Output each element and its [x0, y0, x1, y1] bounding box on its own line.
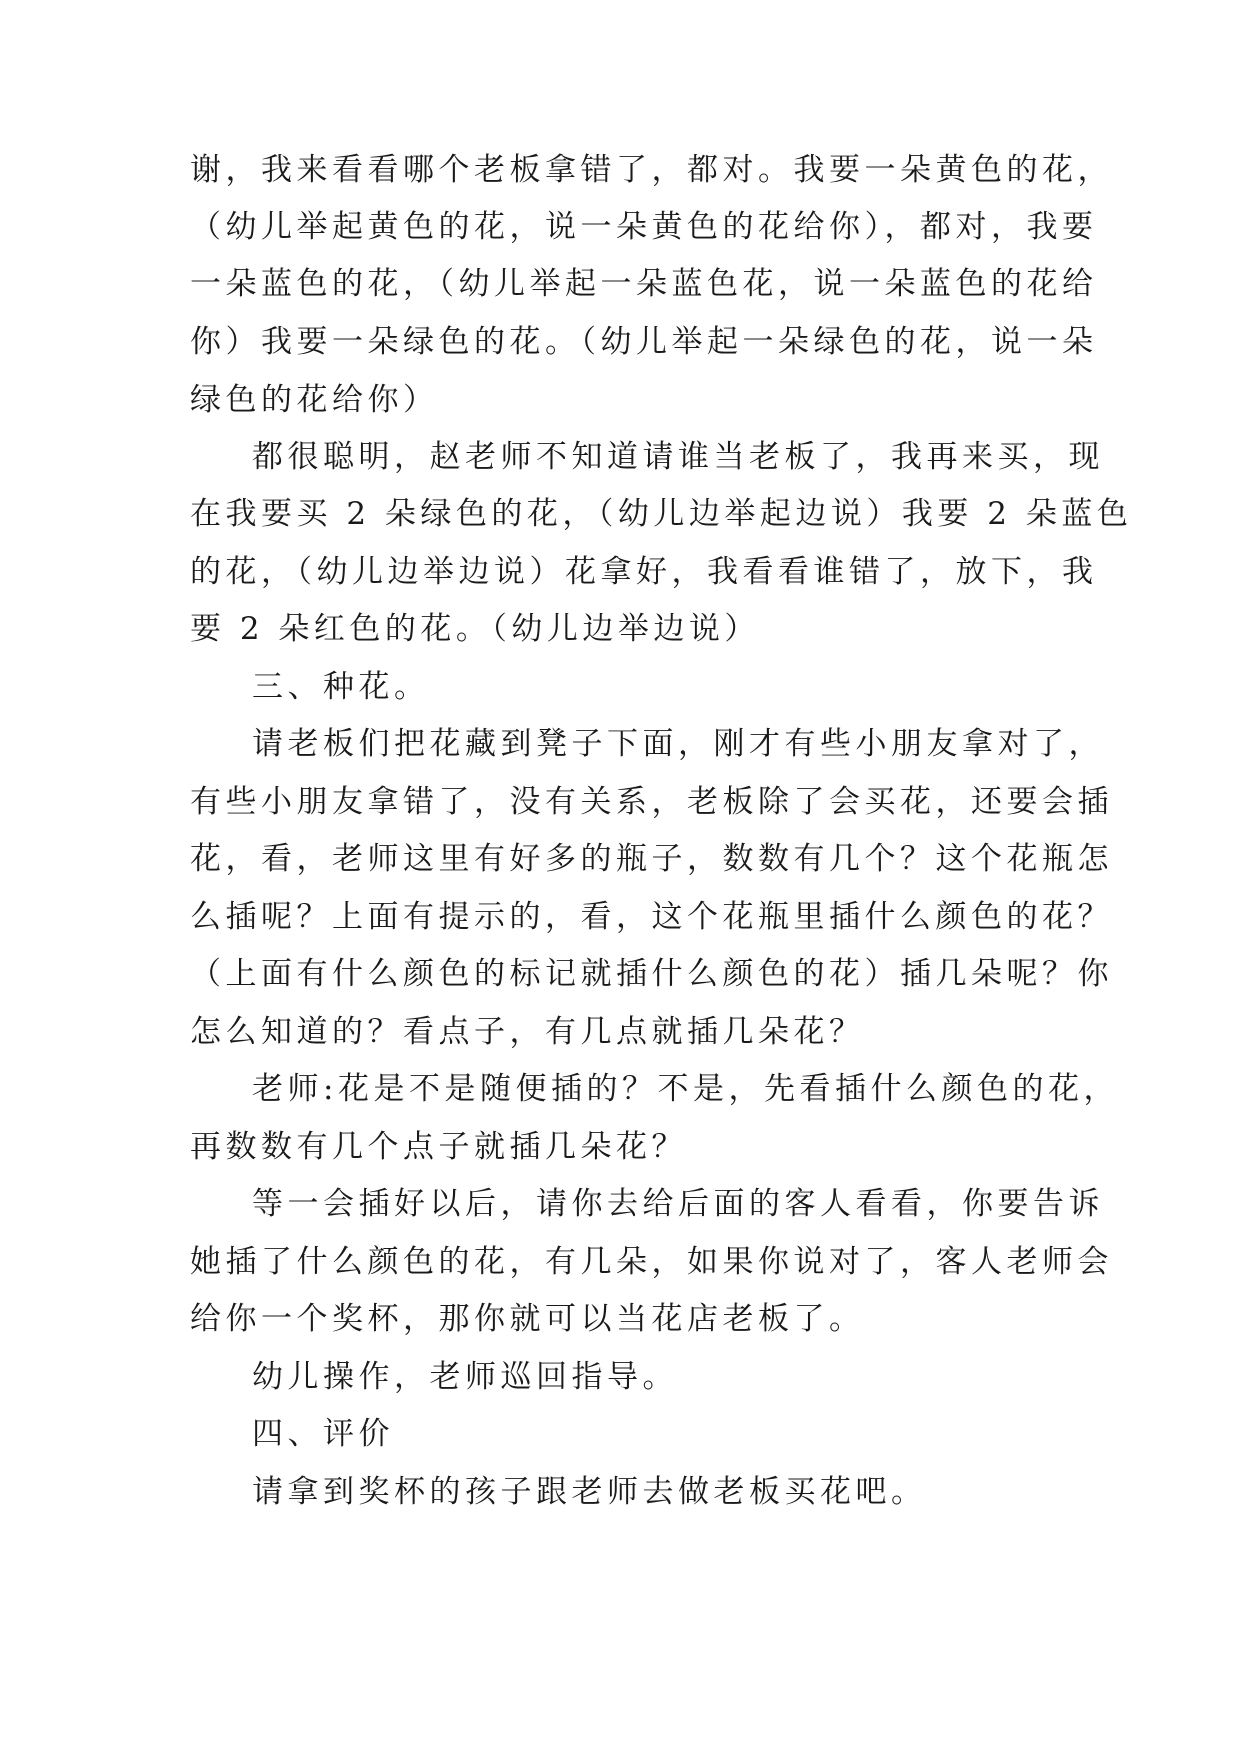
text-line-8: 的花，（幼儿边举边说）花拿好，我看看谁错了，放下，我: [190, 554, 1098, 590]
text-line-1: 谢，我来看看哪个老板拿错了，都对。我要一朵黄色的花，: [190, 152, 1113, 188]
text-line-4: 你）我要一朵绿色的花。（幼儿举起一朵绿色的花，说一朵: [190, 324, 1098, 360]
paragraph-start-line: 等一会插好以后，请你去给后面的客人看看，你要告诉: [252, 1186, 1104, 1222]
text-line-7: 在我要买 2 朵绿色的花，（幼儿边举起边说）我要 2 朵蓝色: [190, 496, 1133, 532]
paragraph-start-line: 老师:花是不是随便插的？不是，先看插什么颜色的花，: [252, 1071, 1119, 1107]
text-line-13: 花，看，老师这里有好多的瓶子，数数有几个？这个花瓶怎: [190, 841, 1113, 877]
text-line-21: 给你一个奖杯，那你就可以当花店老板了。: [190, 1301, 865, 1337]
paragraph-start-line: 请拿到奖杯的孩子跟老师去做老板买花吧。: [252, 1474, 927, 1510]
section-heading-planting: 三、种花。: [252, 669, 430, 705]
paragraph-start-line: 都很聪明，赵老师不知道请谁当老板了，我再来买，现: [252, 439, 1104, 475]
text-line-5: 绿色的花给你）: [190, 382, 439, 418]
text-line-12: 有些小朋友拿错了，没有关系，老板除了会买花，还要会插: [190, 784, 1113, 820]
text-line-15: （上面有什么颜色的标记就插什么颜色的花）插几朵呢？你: [190, 956, 1113, 992]
paragraph-start-line: 请老板们把花藏到凳子下面，刚才有些小朋友拿对了，: [252, 726, 1104, 762]
text-line-9: 要 2 朵红色的花。（幼儿边举边说）: [190, 611, 760, 647]
text-line-20: 她插了什么颜色的花，有几朵，如果你说对了，客人老师会: [190, 1244, 1113, 1280]
paragraph-start-line: 幼儿操作，老师巡回指导。: [252, 1359, 678, 1395]
text-line-2: （幼儿举起黄色的花，说一朵黄色的花给你），都对，我要: [190, 209, 1098, 245]
text-line-3: 一朵蓝色的花，（幼儿举起一朵蓝色花，说一朵蓝色的花给: [190, 266, 1098, 302]
text-line-14: 么插呢？上面有提示的，看，这个花瓶里插什么颜色的花？: [190, 899, 1113, 935]
text-line-18: 再数数有几个点子就插几朵花？: [190, 1129, 687, 1165]
section-heading-evaluation: 四、评价: [252, 1416, 394, 1452]
text-line-16: 怎么知道的？看点子，有几点就插几朵花？: [190, 1014, 865, 1050]
